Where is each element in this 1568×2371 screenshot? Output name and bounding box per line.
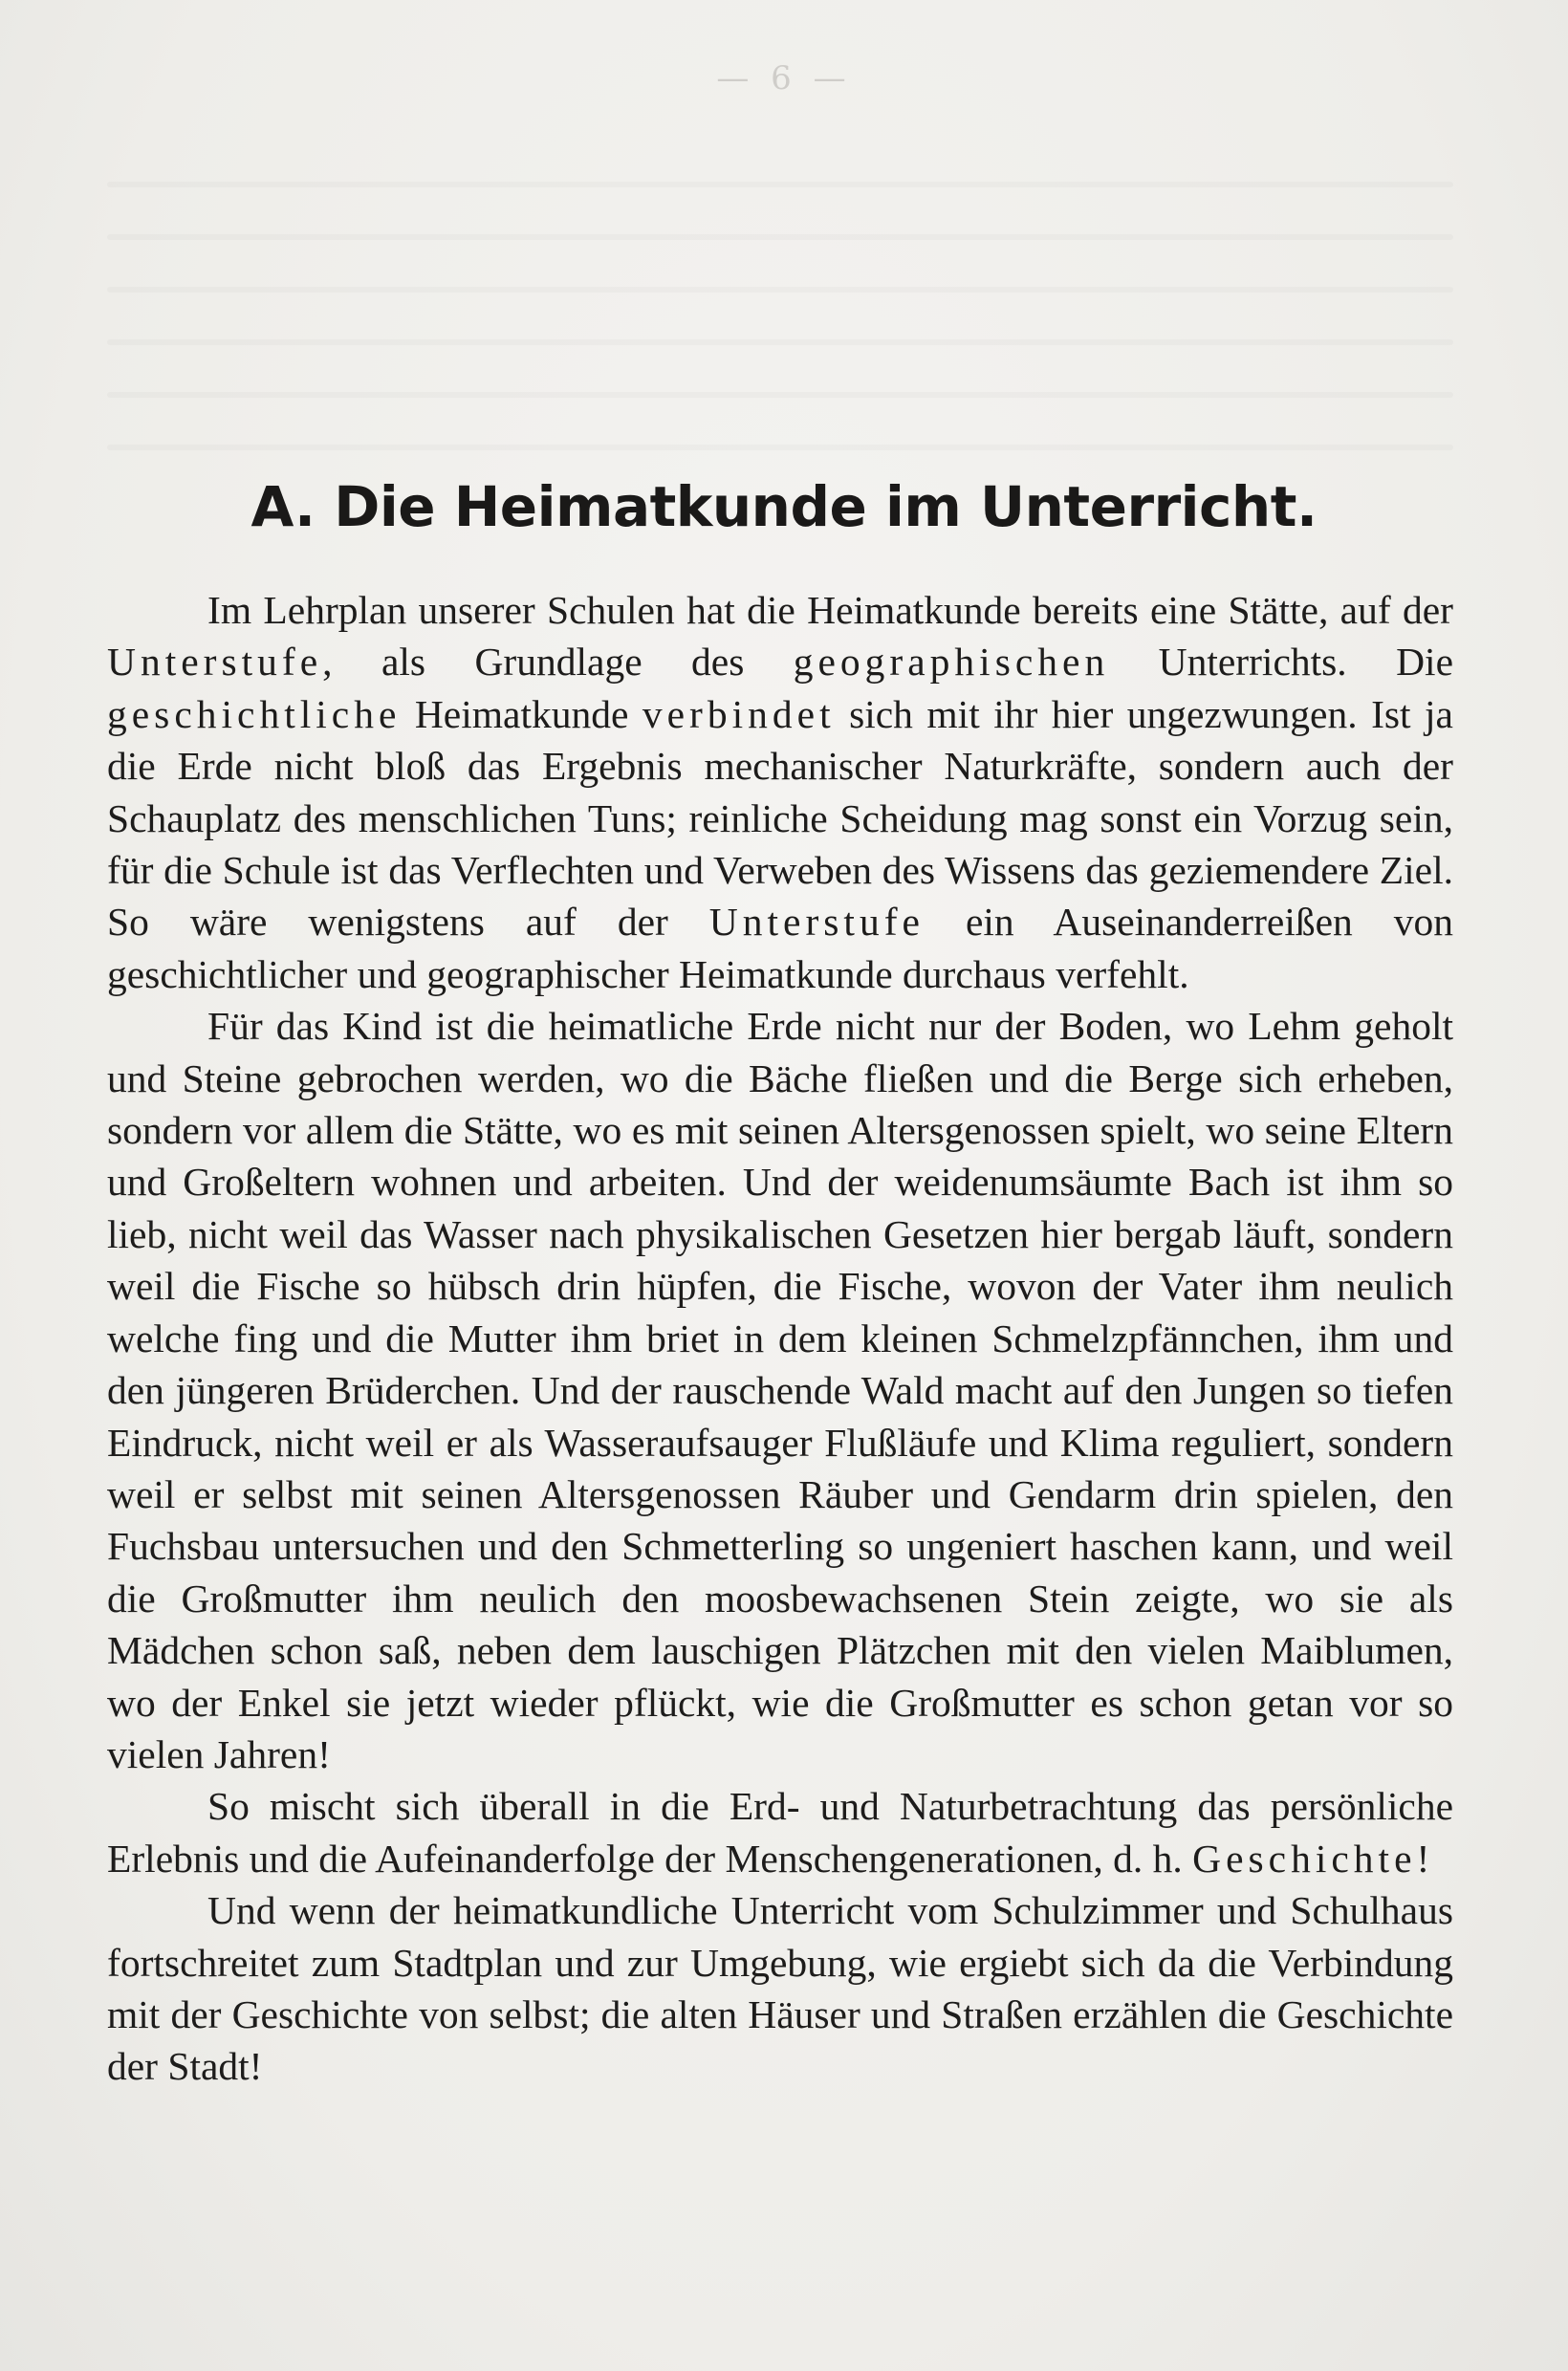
bleed-through-line (107, 392, 1453, 398)
paragraph (107, 1780, 1453, 1884)
emphasized-text: geographischen (793, 640, 1110, 685)
paragraph (107, 1884, 1453, 2093)
text-segment: sich mit ihr hier ungezwungen. Ist ja die Erde nicht bloß das Ergebnis mechanischer Naturkräfte, sondern auch der Schauplatz des menschlichen Tuns; reinliche Scheidung mag sonst ein Vorzug sein, für die Schule ist das Verflechten und Verweben des Wissens das geziemendere Ziel. So wäre wenigstens auf der (107, 691, 1453, 945)
emphasized-text: verbindet (642, 691, 836, 736)
bleed-through-line (107, 339, 1453, 345)
text-segment: Im Lehrplan unserer Schulen hat die Heimatkunde bereits eine Stätte, auf der (207, 588, 1453, 632)
bleed-through-line (107, 234, 1453, 240)
paragraph (107, 1000, 1453, 1780)
emphasized-text: Geschichte (1192, 1836, 1417, 1881)
bleed-through-line (107, 287, 1453, 293)
text-segment: ! (1416, 1836, 1430, 1881)
paragraph (107, 584, 1453, 1000)
bleed-through-line (107, 182, 1453, 187)
page-number: — 6 — (716, 59, 852, 98)
bleed-through-line (107, 445, 1453, 450)
emphasized-text: Unterstufe (708, 900, 925, 945)
text-segment: Für das Kind ist die heimatliche Erde nicht nur der Boden, wo Lehm geholt und Steine gebrochen werden, wo die Bäche fließen und die Berge sich erheben, sondern vor allem die Stätte, wo es mit seinen Altersgenossen spielt, wo seine Eltern und Großeltern wohnen und arbeiten. Und der weidenumsäumte Bach ist ihm so lieb, nicht weil das Wasser nach physikalischen Gesetzen hier bergab läuft, sondern weil die Fische so hübsch drin hüpfen, die Fische, wovon der Vater ihm neulich welche fing und die Mutter ihm briet in dem kleinen Schmelzpfännchen, ihm und den jüngeren Brüderchen. Und der rauschende Wald macht auf den Jungen so tiefen Eindruck, nicht weil er als Wasseraufsauger Flußläufe und Klima reguliert, sondern weil er selbst mit seinen Altersgenossen Räuber und Gendarm drin spielen, den Fuchsbau untersuchen und den Schmetterling so ungeniert haschen kann, und weil die Großmutter ihm neulich den moosbewachsenen Stein zeigte, wo sie als Mädchen schon saß, neben dem lauschigen Plätzchen mit den vielen Maiblumen, wo der Enkel sie jetzt wieder pflückt, wie die Großmutter es schon getan vor so vielen Jahren! (107, 1004, 1453, 1776)
text-segment: Und wenn der heimatkundliche Unterricht vom Schulzimmer und Schulhaus fortschreitet zum Stadtplan und zur Umgebung, wie ergiebt sich da die Verbindung mit der Geschichte von selbst; die alten Häuser und Straßen erzählen die Geschichte der Stadt! (107, 1888, 1453, 2089)
body-text (107, 584, 1453, 2093)
text-segment: ein Auseinanderreißen von geschichtlicher und geographischer Heimatkunde durchaus verfehlt. (107, 900, 1454, 996)
emphasized-text: Unterstufe (107, 640, 323, 685)
text-segment: So mischt sich überall in die Erd- und Naturbetrachtung das persönliche Erlebnis und die Aufeinanderfolge der Menschengenerationen, d. h. (107, 1784, 1453, 1881)
text-segment: Unterrichts. Die (1109, 640, 1453, 685)
text-segment: Heimatkunde (401, 691, 642, 736)
emphasized-text: geschichtliche (107, 691, 402, 736)
text-segment: , als Grundlage des (322, 640, 794, 685)
section-heading: A. Die Heimatkunde im Unterricht. (250, 474, 1318, 539)
